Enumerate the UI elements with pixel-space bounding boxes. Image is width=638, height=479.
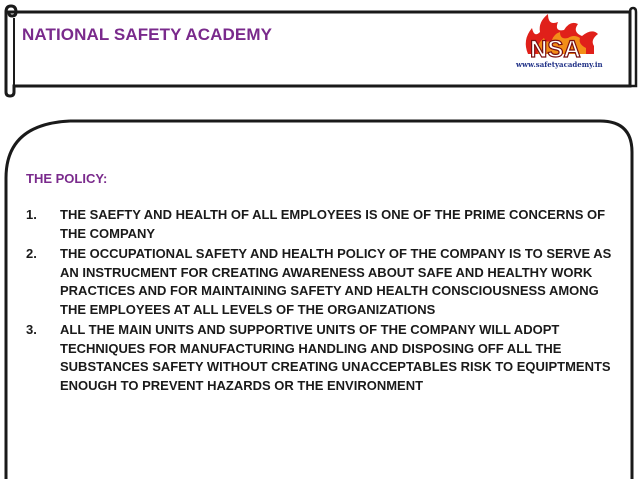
item-text: THE OCCUPATIONAL SAFETY AND HEALTH POLICY OF THE COMPANY IS TO SERVE AS AN INSTRUCMENT FOR CREATING AWARENESS ABOUT SAFE AND HEALTHY WORK PRACTICES AND FOR MAINTAINING SAFETY AND HEALTH CONSCIOUSNESS AMONG THE EMPLOYEES AT ALL LEVELS OF THE ORGANIZATIONS <box>60 246 612 317</box>
item-text: THE SAEFTY AND HEALTH OF ALL EMPLOYEES IS ONE OF THE PRIME CONCERNS OF THE COMPANY <box>60 207 606 241</box>
logo-url: www.safetyacademy.in <box>516 60 603 69</box>
item-number: 3. <box>26 322 37 337</box>
item-number: 2. <box>26 246 37 261</box>
item-text: ALL THE MAIN UNITS AND SUPPORTIVE UNITS OF THE COMPANY WILL ADOPT TECHNIQUES FOR MANUFACTURING HANDLING AND DISPOSING OFF ALL THE SUBSTANCES SAFETY WITHOUT CREATING UNACCEPTABLES RISK TO EQUIPTMENTS ENOUGH TO PREVENT HAZARDS OR THE ENVIRONMENT <box>60 322 611 393</box>
list-item <box>26 321 616 395</box>
item-number: 1. <box>26 207 37 222</box>
policy-heading: THE POLICY: <box>26 171 108 186</box>
logo-text: NSA <box>530 36 581 63</box>
list-item <box>26 206 616 243</box>
policy-list <box>26 206 616 395</box>
list-item <box>26 245 616 319</box>
page-title: NATIONAL SAFETY ACADEMY <box>22 25 273 44</box>
